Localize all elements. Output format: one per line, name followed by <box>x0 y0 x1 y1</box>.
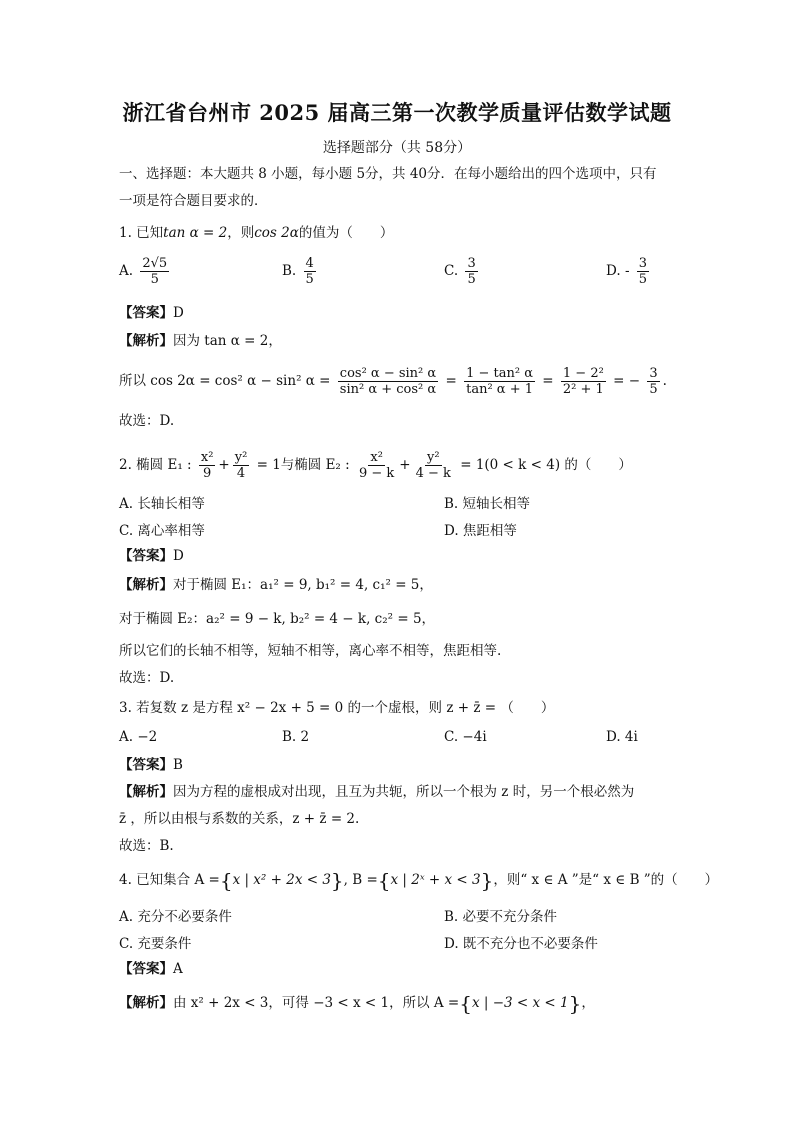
q1-conclusion: 故选：D. <box>119 413 175 429</box>
q4-analysis-1: 【解析】由 x² + 2x < 3，可得 −3 < x < 1，所以 A ={x | −3 < x < 1}， <box>119 991 595 1016</box>
q3-option-d: D. 4i <box>606 729 638 745</box>
q4-answer: 【答案】A <box>119 961 183 977</box>
q3-analysis-1: 【解析】因为方程的虚根成对出现，且互为共轭，所以一个根为 z 时，另一个根必然为 <box>119 784 635 800</box>
q3-stem: 3. 若复数 z 是方程 x² − 2x + 5 = 0 的一个虚根，则 z + z̄ = （ ） <box>119 700 555 716</box>
q2-option-a: A. 长轴长相等 <box>119 496 205 512</box>
q2-analysis-2: 对于椭圆 E₂：a₂² = 9 − k, b₂² = 4 − k, c₂² = 5， <box>119 611 436 627</box>
section-subtitle: 选择题部分（共 58分） <box>322 140 472 156</box>
q4-option-b: B. 必要不充分条件 <box>444 909 558 925</box>
page-title: 浙江省台州市 2025 届高三第一次教学质量评估数学试题 <box>122 100 672 125</box>
q1-option-a: A. $\frac{2√5}{5}$ <box>119 256 168 287</box>
q1-answer: 【答案】D <box>119 305 184 321</box>
q1-stem: 1. 已知tan α = 2，则cos 2α的值为（ ） <box>119 225 394 241</box>
q3-conclusion: 故选：B. <box>119 838 174 854</box>
q2-answer: 【答案】D <box>119 548 184 564</box>
q3-option-b: B. 2 <box>282 729 310 745</box>
q4-option-a: A. 充分不必要条件 <box>119 909 232 925</box>
q4-option-d: D. 既不充分也不必要条件 <box>444 936 598 952</box>
q3-option-c: C. −4i <box>444 729 487 745</box>
section-instructions-1: 一、选择题：本大题共 8 小题，每小题 5分，共 40分．在每小题给出的四个选项中，只有 <box>119 166 657 182</box>
q3-answer: 【答案】B <box>119 757 183 773</box>
q2-conclusion: 故选：D. <box>119 670 175 686</box>
q2-stem: 2. 椭圆 E₁ : $\frac{\text{x²}}{9}$ + $\frac{\text{y²}}{4}$ = 1与椭圆 E₂ : $\frac{\text{x²}}{9 - k}$ + $\frac{\text{y²}}{4 - k}$ = 1(0 < k < 4) 的（ ） <box>119 450 632 481</box>
q4-option-c: C. 充要条件 <box>119 936 192 952</box>
q1-analysis-2: 所以 cos 2α = cos² α − sin² α = $\frac{\text{cos² α − sin² α}}{\text{sin² α + cos² α}}$ = $\frac{\text{1 − tan² α}}{\text{tan² α + 1}}$ = $\frac{\text{1 − 2²}}{\text{2² + 1}}$ = − $\frac{3}{5}$ . <box>119 366 667 397</box>
q2-option-c: C. 离心率相等 <box>119 523 205 539</box>
q1-analysis-1: 【解析】因为 tan α = 2， <box>119 333 282 349</box>
q2-option-b: B. 短轴长相等 <box>444 496 531 512</box>
q1-option-d: D. - $\frac{3}{5}$ <box>606 256 648 287</box>
q1-option-c: C. $\frac{3}{5}$ <box>444 256 476 287</box>
q2-analysis-1: 【解析】对于椭圆 E₁：a₁² = 9, b₁² = 4, c₁² = 5， <box>119 577 433 593</box>
q1-option-b: B. $\frac{4}{5}$ <box>282 256 314 287</box>
q2-analysis-3: 所以它们的长轴不相等，短轴不相等，离心率不相等，焦距相等. <box>119 643 502 659</box>
section-instructions-2: 一项是符合题目要求的． <box>119 193 268 209</box>
q3-analysis-2: z̄ ，所以由根与系数的关系，z + z̄ = 2. <box>119 811 360 827</box>
q4-stem: 4. 已知集合 A ={x | x² + 2x < 3}, B ={x | 2ˣ + x < 3}，则“ x ∈ A ”是“ x ∈ B ”的（ ） <box>119 868 719 893</box>
q2-option-d: D. 焦距相等 <box>444 523 517 539</box>
q3-option-a: A. −2 <box>119 729 158 745</box>
